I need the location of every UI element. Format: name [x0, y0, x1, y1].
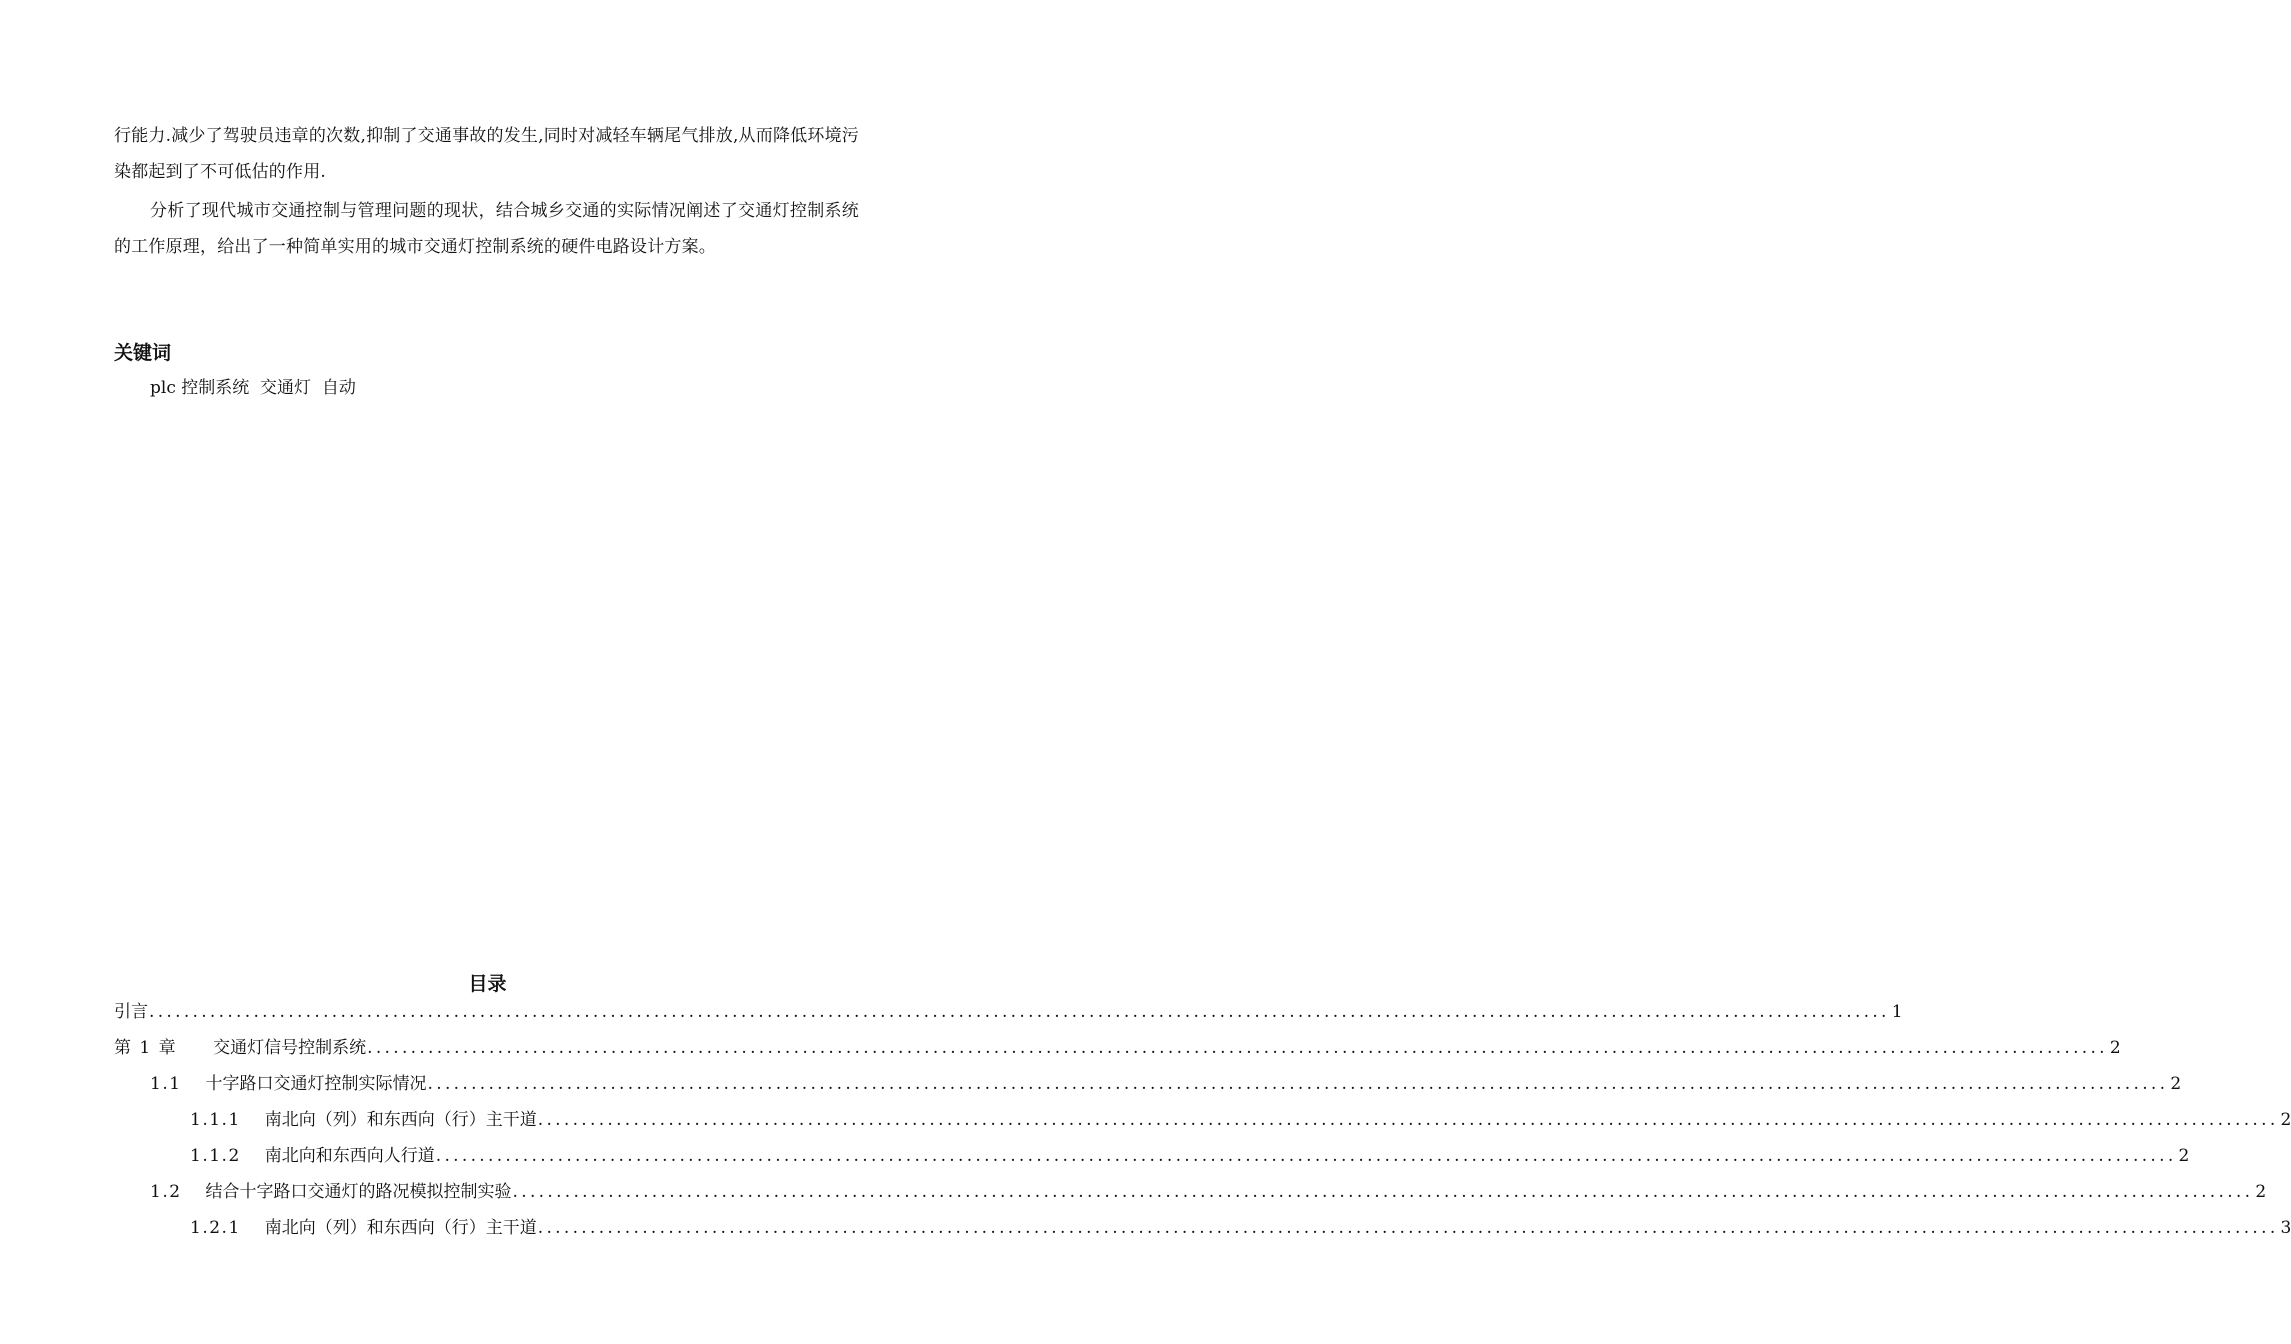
toc-entry-page: 2 [2178, 1146, 2190, 1166]
toc-entry-label: 引言 [114, 1002, 148, 1022]
toc-dot-leader: ........................................................................................................................................................................................................ [435, 1146, 2177, 1166]
toc-entry-label: 结合十字路口交通灯的路况模拟控制实验 [205, 1182, 512, 1202]
toc-entry-page: 2 [2255, 1182, 2267, 1202]
toc-title: 目录 [468, 973, 507, 995]
toc-entry-page: 1 [1891, 1002, 1903, 1022]
toc-entry-page: 3 [2280, 1218, 2291, 1238]
toc-entry-label: 十字路口交通灯控制实际情况 [205, 1074, 427, 1094]
toc-dot-leader: ........................................................................................................................................................................................................ [149, 1002, 1890, 1022]
toc-entry-number: 1.2.1 [190, 1218, 241, 1238]
toc-entry[interactable] [114, 1174, 2267, 1210]
toc-entry[interactable] [114, 1102, 2291, 1138]
toc-entry-number: 第 1 章 [114, 1038, 178, 1058]
keywords-heading: 关键词 [114, 342, 172, 364]
toc-entry-page: 2 [2170, 1074, 2182, 1094]
toc-entry[interactable] [114, 1066, 2182, 1102]
toc-dot-leader: ........................................................................................................................................................................................................ [537, 1110, 2279, 1130]
table-of-contents [114, 994, 2291, 1246]
toc-entry[interactable] [114, 1030, 2121, 1066]
toc-dot-leader: ........................................................................................................................................................................................................ [367, 1038, 2108, 1058]
toc-entry-number: 1.2 [150, 1182, 182, 1202]
toc-dot-leader: ........................................................................................................................................................................................................ [537, 1218, 2279, 1238]
toc-entry-number: 1.1.1 [190, 1110, 241, 1130]
toc-entry-label: 南北向和东西向人行道 [264, 1146, 435, 1166]
toc-entry-label: 南北向（列）和东西向（行）主干道 [264, 1110, 537, 1130]
toc-entry[interactable] [114, 1210, 2291, 1246]
toc-dot-leader: ........................................................................................................................................................................................................ [512, 1182, 2254, 1202]
toc-entry[interactable] [114, 994, 1903, 1030]
toc-entry-number: 1.1 [150, 1074, 182, 1094]
abstract-paragraph-1: 行能力.减少了驾驶员违章的次数,抑制了交通事故的发生,同时对减轻车辆尾气排放,从而降低环境污染都起到了不可低估的作用. [114, 126, 859, 182]
toc-entry-page: 2 [2109, 1038, 2121, 1058]
toc-entry-number: 1.1.2 [190, 1146, 241, 1166]
keywords-text: plc 控制系统 交通灯 自动 [150, 378, 356, 398]
toc-dot-leader: ........................................................................................................................................................................................................ [427, 1074, 2169, 1094]
abstract-paragraph-2: 分析了现代城市交通控制与管理问题的现状，结合城乡交通的实际情况阐述了交通灯控制系统的工作原理，给出了一种简单实用的城市交通灯控制系统的硬件电路设计方案。 [114, 201, 859, 257]
toc-entry-page: 2 [2280, 1110, 2291, 1130]
toc-entry-label: 南北向（列）和东西向（行）主干道 [264, 1218, 537, 1238]
toc-entry[interactable] [114, 1138, 2190, 1174]
toc-entry-label: 交通灯信号控制系统 [213, 1038, 367, 1058]
